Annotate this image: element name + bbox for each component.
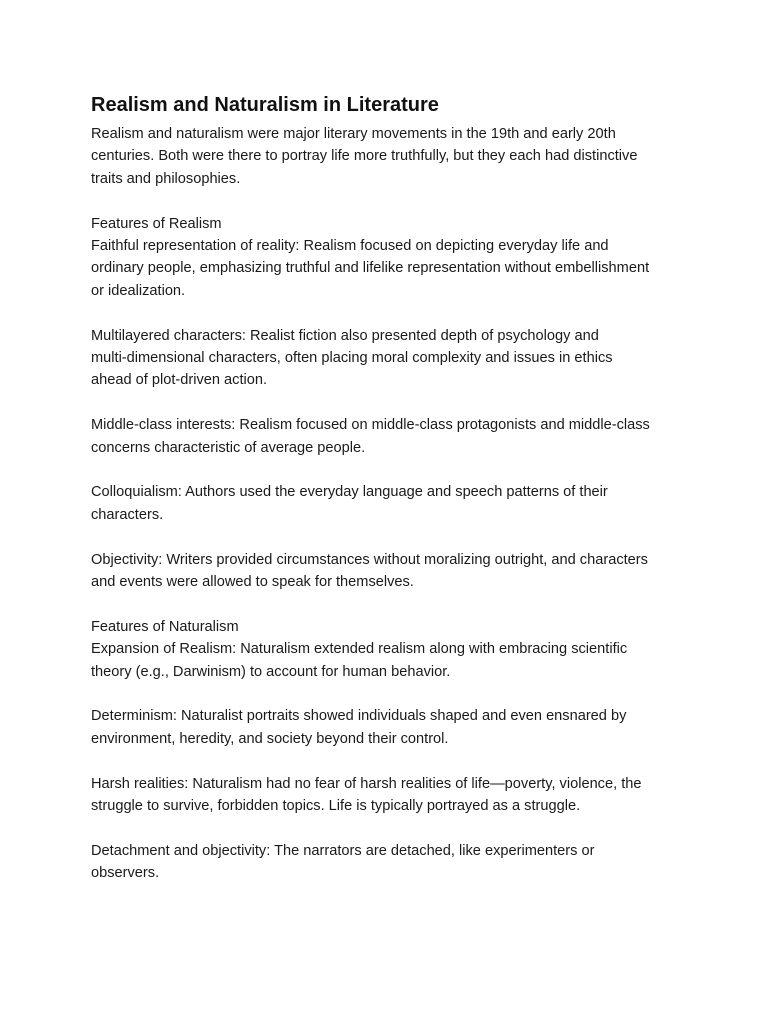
paragraph-realism-reality [91, 213, 691, 303]
text-line: concerns characteristic of average people. [91, 439, 366, 456]
paragraph-determinism [91, 705, 691, 750]
text-line: Faithful representation of reality: Realism focused on depicting everyday life and [91, 238, 609, 255]
text-line: theory (e.g., Darwinism) to account for human behavior. [91, 663, 451, 680]
text-line: environment, heredity, and society beyond their control. [91, 730, 449, 747]
text-line: Harsh realities: Naturalism had no fear of harsh realities of life—poverty, violence, the [91, 775, 642, 792]
text-line: Colloquialism: Authors used the everyday language and speech patterns of their [91, 484, 608, 501]
section-heading-naturalism: Features of Naturalism [91, 618, 239, 635]
text-line: or idealization. [91, 282, 186, 299]
text-line: Detachment and objectivity: The narrators are detached, like experimenters or [91, 842, 595, 859]
text-line: Determinism: Naturalist portraits showed individuals shaped and even ensnared by [91, 708, 627, 725]
section-heading-realism: Features of Realism [91, 215, 222, 232]
text-line: Expansion of Realism: Naturalism extended realism along with embracing scientific [91, 641, 628, 658]
text-line: centuries. Both were there to portray life more truthfully, but they each had distinctive [91, 148, 638, 165]
text-line: Objectivity: Writers provided circumstances without moralizing outright, and characters [91, 551, 648, 568]
text-line: multi-dimensional characters, often placing moral complexity and issues in ethics [91, 350, 613, 367]
paragraph-colloquialism [91, 481, 691, 526]
paragraph-intro [91, 123, 691, 190]
text-line: traits and philosophies. [91, 170, 241, 187]
document-page [91, 92, 691, 907]
paragraph-middle-class [91, 414, 691, 459]
text-line: Multilayered characters: Realist fiction also presented depth of psychology and [91, 327, 599, 344]
paragraph-naturalism-expansion [91, 616, 691, 683]
paragraph-multilayered-characters [91, 325, 691, 392]
text-line: characters. [91, 506, 164, 523]
paragraph-harsh-realities [91, 773, 691, 818]
text-line: struggle to survive, forbidden topics. Life is typically portrayed as a struggle. [91, 798, 581, 815]
document-title: Realism and Naturalism in Literature [91, 94, 439, 116]
paragraph-objectivity [91, 549, 691, 594]
paragraph-detachment [91, 840, 691, 885]
text-line: ordinary people, emphasizing truthful and lifelike representation without embellishment [91, 260, 650, 277]
text-line: observers. [91, 865, 160, 882]
text-line: Realism and naturalism were major literary movements in the 19th and early 20th [91, 126, 616, 142]
text-line: and events were allowed to speak for themselves. [91, 574, 414, 591]
text-line: ahead of plot-driven action. [91, 372, 268, 389]
text-line: Middle-class interests: Realism focused on middle-class protagonists and middle-class [91, 417, 650, 434]
